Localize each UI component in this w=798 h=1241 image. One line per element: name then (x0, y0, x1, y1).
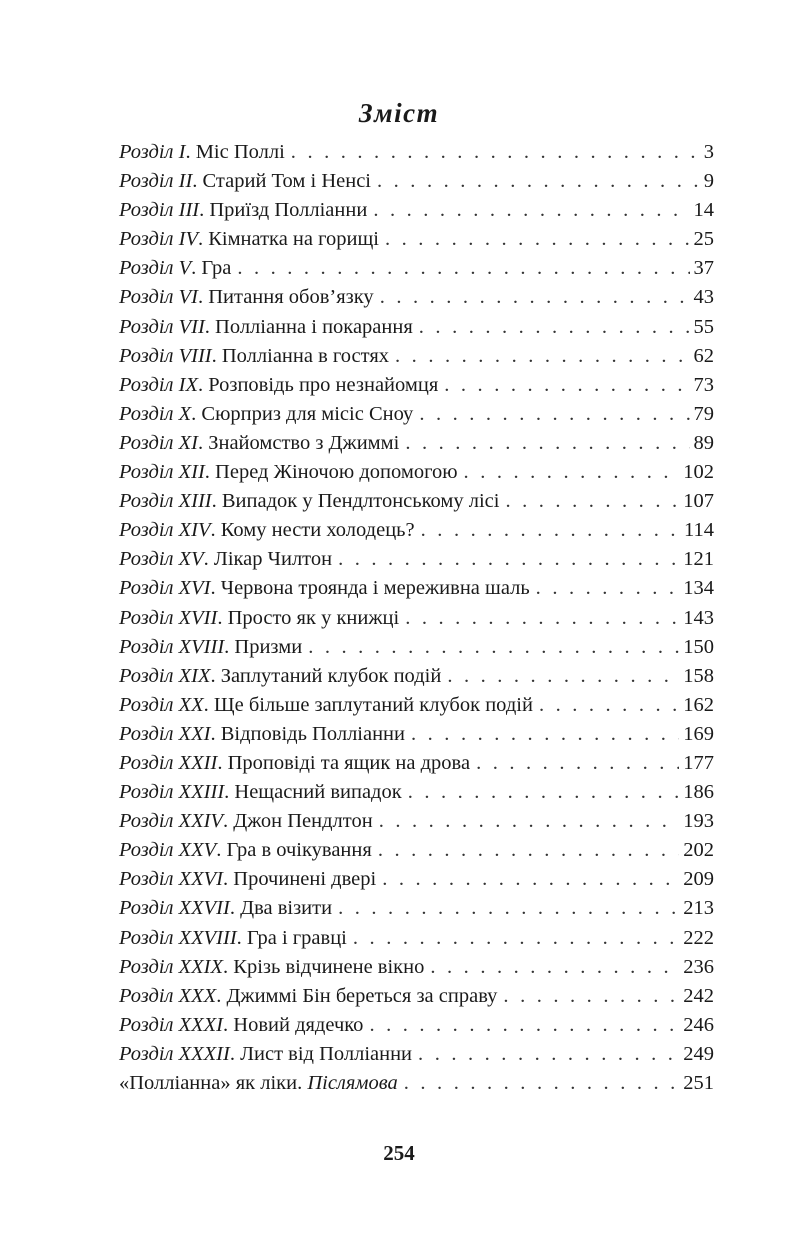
toc-entry-label (119, 1011, 363, 1040)
dot-leader (380, 283, 690, 312)
toc-page-number: 186 (683, 781, 714, 804)
toc-entry-label (119, 196, 367, 225)
dot-leader (237, 254, 689, 283)
chapter-title: . Міс Поллі (185, 141, 285, 163)
chapter-title: . Випадок у Пендлтонському лісі (211, 490, 500, 513)
toc-page-number: 162 (683, 693, 714, 716)
toc-entry-label (119, 924, 347, 953)
toc-entry-label (119, 691, 533, 720)
dot-leader (377, 167, 700, 196)
toc-entry-label (119, 167, 371, 196)
toc-page-number: 89 (693, 431, 714, 454)
chapter-number: Розділ XV (119, 548, 204, 571)
toc-page-number: 55 (693, 315, 714, 338)
toc-entry (119, 604, 714, 633)
chapter-title: . Два візити (229, 897, 333, 920)
toc-entry-label (119, 342, 389, 371)
toc-entry-label (119, 749, 470, 778)
dot-leader (419, 313, 690, 342)
toc-entry (119, 633, 714, 662)
chapter-title: . Знайомство з Джиммі (197, 431, 400, 454)
toc-page-number: 79 (693, 402, 714, 425)
toc-entry-afterword (119, 1069, 714, 1098)
toc-page-number: 158 (683, 664, 714, 687)
dot-leader (444, 371, 689, 400)
chapter-title: . Кімнатка на горищі (197, 228, 379, 251)
chapter-number: Розділ XXXII (119, 1042, 230, 1065)
dot-leader (408, 778, 680, 807)
dot-leader (505, 487, 679, 516)
table-of-contents (119, 138, 714, 1098)
toc-entry (119, 1011, 714, 1040)
toc-entry-label (119, 778, 402, 807)
chapter-number: Розділ XII (119, 461, 205, 484)
toc-entry-label (119, 574, 530, 603)
toc-entry-label (119, 313, 413, 342)
toc-entry (119, 720, 714, 749)
toc-page-number: 25 (693, 228, 714, 251)
toc-entry (119, 953, 714, 982)
toc-entry (119, 167, 714, 196)
dot-leader (404, 1069, 680, 1098)
chapter-number: Розділ IV (119, 228, 198, 251)
toc-entry-label (119, 516, 415, 545)
toc-entry-label (119, 545, 332, 574)
afterword-suffix: Післямова (307, 1072, 398, 1094)
toc-entry (119, 254, 714, 283)
chapter-number: Розділ XI (119, 431, 198, 454)
chapter-number: Розділ XXV (119, 839, 217, 862)
toc-entry-label (119, 836, 372, 865)
toc-page-number: 242 (683, 984, 714, 1007)
toc-page-number: 134 (683, 577, 714, 600)
toc-entry-label (119, 894, 332, 923)
dot-leader (430, 953, 679, 982)
page-title: Зміст (358, 98, 440, 128)
toc-entry-label (119, 283, 374, 312)
chapter-number: Розділ XXIII (119, 781, 225, 804)
toc-entry (119, 691, 714, 720)
chapter-title: . Заплутаний клубок подій (210, 664, 442, 687)
chapter-number: Розділ XIX (119, 664, 211, 687)
toc-entry (119, 1040, 714, 1069)
chapter-title: . Гра (191, 257, 232, 280)
toc-entry (119, 487, 714, 516)
chapter-number: Розділ XXVI (119, 868, 224, 891)
dot-leader (447, 662, 679, 691)
toc-entry-label (119, 633, 302, 662)
toc-page-number: 177 (683, 751, 714, 774)
chapter-title: . Лист від Полліанни (229, 1042, 413, 1065)
toc-page-number: 150 (683, 635, 714, 658)
chapter-title: . Старий Том і Ненсі (192, 170, 371, 193)
toc-entry-label (119, 720, 405, 749)
toc-entry-label (119, 865, 376, 894)
toc-entry (119, 225, 714, 254)
dot-leader (378, 836, 679, 865)
toc-entry-label (119, 953, 424, 982)
dot-leader (385, 225, 690, 254)
chapter-title: . Відповідь Полліанни (210, 722, 405, 745)
dot-leader (291, 138, 700, 167)
chapter-title: . Ще більше заплутаний клубок подій (203, 693, 533, 716)
dot-leader (421, 516, 680, 545)
dot-leader (411, 720, 679, 749)
dot-leader (419, 400, 689, 429)
chapter-title: . Червона троянда і мереживна шаль (210, 577, 530, 600)
toc-page-number: 251 (683, 1072, 714, 1094)
dot-leader (338, 894, 679, 923)
chapter-number: Розділ XIII (119, 490, 212, 513)
chapter-number: Розділ VII (119, 315, 205, 338)
chapter-title: . Питання обов’язку (197, 286, 374, 309)
toc-entry-label (119, 400, 413, 429)
chapter-number: Розділ XXVIII (119, 926, 237, 949)
toc-entry (119, 313, 714, 342)
chapter-number: Розділ XIV (119, 519, 211, 542)
toc-entry-label (119, 982, 497, 1011)
toc-page-number: 62 (693, 344, 714, 367)
toc-entry (119, 982, 714, 1011)
chapter-number: Розділ V (119, 257, 192, 280)
chapter-title: . Призми (224, 635, 303, 658)
toc-entry (119, 458, 714, 487)
chapter-number: Розділ XXIX (119, 955, 224, 978)
chapter-title: . Прочинені двері (223, 868, 377, 891)
dot-leader (373, 196, 689, 225)
chapter-number: Розділ XX (119, 693, 204, 716)
chapter-title: . Джиммі Бін береться за справу (216, 984, 498, 1007)
chapter-title: . Гра і гравці (236, 926, 347, 949)
chapter-number: Розділ I (119, 141, 186, 163)
chapter-number: Розділ VIII (119, 344, 212, 367)
chapter-number: Розділ III (119, 199, 200, 222)
toc-entry (119, 545, 714, 574)
chapter-title: . Розповідь про незнайомця (197, 373, 439, 396)
toc-entry-label (119, 371, 438, 400)
toc-entry (119, 516, 714, 545)
chapter-title: . Сюрприз для місіс Сноу (191, 402, 414, 425)
page-number: 254 (383, 1141, 415, 1165)
toc-entry (119, 836, 714, 865)
chapter-number: Розділ XXXI (119, 1013, 224, 1036)
toc-page-number: 121 (683, 548, 714, 571)
dot-leader (464, 458, 680, 487)
dot-leader (382, 865, 679, 894)
chapter-number: Розділ XVIII (119, 635, 225, 658)
chapter-title: . Проповіді та ящик на дрова (217, 751, 471, 774)
dot-leader (539, 691, 679, 720)
toc-entry (119, 429, 714, 458)
toc-entry (119, 749, 714, 778)
toc-entry-label (119, 604, 399, 633)
chapter-number: Розділ XXVII (119, 897, 230, 920)
chapter-number: Розділ XVI (119, 577, 211, 600)
chapter-number: Розділ VI (119, 286, 198, 309)
dot-leader (369, 1011, 679, 1040)
dot-leader (405, 604, 679, 633)
toc-entry (119, 807, 714, 836)
toc-page-number: 143 (683, 606, 714, 629)
chapter-title: . Лікар Чилтон (203, 548, 333, 571)
toc-entry (119, 400, 714, 429)
toc-entry (119, 894, 714, 923)
toc-entry (119, 662, 714, 691)
toc-entry-label (119, 807, 373, 836)
dot-leader (308, 633, 679, 662)
toc-entry-label (119, 225, 379, 254)
toc-page-number: 222 (683, 926, 714, 949)
toc-entry (119, 283, 714, 312)
chapter-title: . Просто як у книжці (217, 606, 400, 629)
chapter-number: Розділ X (119, 402, 192, 425)
dot-leader (353, 924, 679, 953)
chapter-title: . Нещасний випадок (224, 781, 402, 804)
toc-page-number: 202 (683, 839, 714, 862)
toc-entry (119, 778, 714, 807)
toc-entry-label (119, 1040, 412, 1069)
toc-page-number: 193 (683, 810, 714, 833)
toc-page-number: 14 (693, 199, 714, 222)
dot-leader (338, 545, 679, 574)
toc-entry-label (119, 487, 499, 516)
chapter-number: Розділ XXX (119, 984, 217, 1007)
toc-page-number: 236 (683, 955, 714, 978)
chapter-title: . Приїзд Полліанни (199, 199, 368, 222)
toc-page-number: 43 (693, 286, 714, 309)
afterword-title: «Полліанна» як ліки. (119, 1072, 308, 1094)
chapter-title: . Гра в очікування (216, 839, 372, 862)
toc-page-number: 114 (684, 519, 714, 542)
toc-entry-label (119, 254, 231, 283)
toc-page-number: 169 (683, 722, 714, 745)
chapter-number: Розділ XXIV (119, 810, 224, 833)
toc-page-number: 209 (683, 868, 714, 891)
chapter-number: Розділ XXII (119, 751, 218, 774)
toc-entry-label (119, 1069, 398, 1098)
dot-leader (379, 807, 680, 836)
toc-page-number: 37 (693, 257, 714, 280)
toc-page-number: 3 (703, 141, 714, 163)
toc-page-number: 246 (683, 1013, 714, 1036)
toc-page-number: 249 (683, 1042, 714, 1065)
toc-entry (119, 196, 714, 225)
toc-entry (119, 342, 714, 371)
dot-leader (536, 574, 680, 603)
dot-leader (418, 1040, 679, 1069)
dot-leader (395, 342, 689, 371)
toc-page-number: 107 (683, 490, 714, 513)
chapter-title: . Джон Пендлтон (223, 810, 373, 833)
chapter-title: . Полліанна і покарання (204, 315, 413, 338)
toc-page-number: 73 (693, 373, 714, 396)
toc-page-number: 213 (683, 897, 714, 920)
dot-leader (405, 429, 689, 458)
toc-entry-label (119, 458, 458, 487)
toc-entry-label (119, 662, 441, 691)
toc-entry (119, 138, 714, 167)
chapter-title: . Полліанна в гостях (211, 344, 390, 367)
toc-entry-label (119, 138, 285, 167)
chapter-title: . Крізь відчинене вікно (223, 955, 425, 978)
chapter-number: Розділ XXI (119, 722, 211, 745)
dot-leader (476, 749, 679, 778)
toc-page-number: 9 (703, 170, 714, 193)
chapter-number: Розділ XVII (119, 606, 218, 629)
toc-entry (119, 924, 714, 953)
chapter-number: Розділ IX (119, 373, 198, 396)
toc-page-number: 102 (683, 461, 714, 484)
chapter-title: . Новий дядечко (223, 1013, 364, 1036)
chapter-title: . Кому нести холодець? (210, 519, 415, 542)
toc-entry-label (119, 429, 399, 458)
chapter-title: . Перед Жіночою допомогою (204, 461, 458, 484)
toc-entry (119, 371, 714, 400)
chapter-number: Розділ II (119, 170, 193, 193)
dot-leader (503, 982, 679, 1011)
toc-entry (119, 865, 714, 894)
toc-entry (119, 574, 714, 603)
